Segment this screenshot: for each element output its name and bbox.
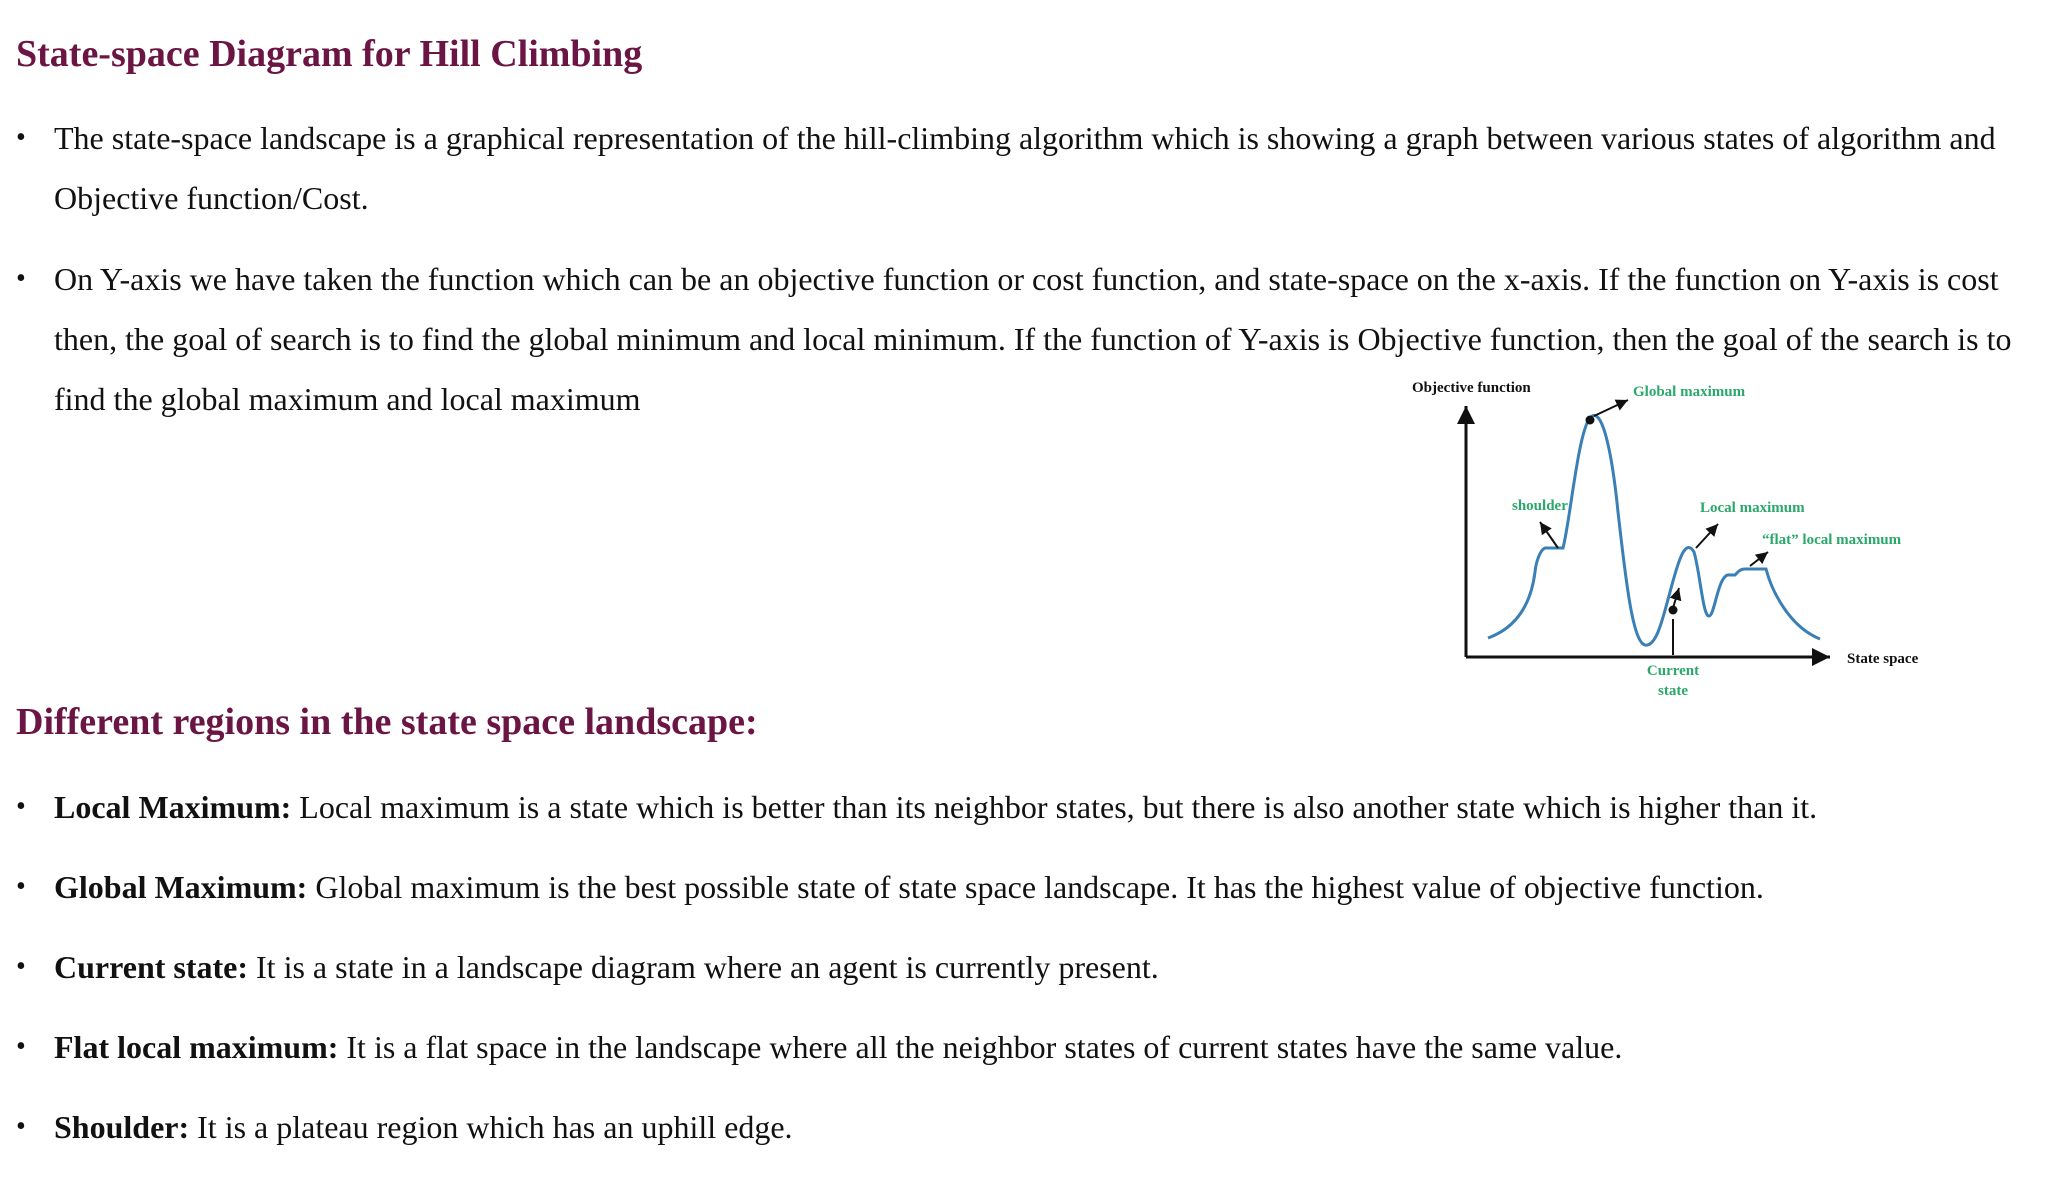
bullet-icon: •: [16, 951, 26, 982]
regions-heading: Different regions in the state space landscape:: [16, 701, 758, 743]
bullet-icon: •: [16, 791, 26, 822]
flat-local-max-label: “flat” local maximum: [1762, 532, 1902, 548]
page-title: State-space Diagram for Hill Climbing: [16, 33, 643, 75]
shoulder-arrow: [1540, 522, 1558, 548]
current-state-label-line1: Current: [1646, 663, 1700, 679]
intro-text: On Y-axis we have taken the function which can be an objective function or cost function, and state-space on the x-axis. If the function on Y-axis is cost then, the goal of search is to find the global minimum and local minimum. If the function of Y-axis is Objective function, then the goal of the search is to find the global maximum and local maximum: [54, 261, 2012, 417]
intro-text: The state-space landscape is a graphical representation of the hill-climbing algorithm which is showing a graph between various states of algorithm and Objective function/Cost.: [54, 120, 1996, 216]
state-space-diagram: [1400, 372, 1940, 702]
bullet-icon: •: [16, 122, 26, 153]
list-item: [16, 1017, 2016, 1077]
region-term: Flat local maximum:: [54, 1029, 339, 1065]
region-term: Global Maximum:: [54, 869, 308, 905]
bullet-icon: •: [16, 1031, 26, 1062]
list-item: [16, 1097, 2016, 1157]
region-term: Shoulder:: [54, 1109, 190, 1145]
region-desc: It is a flat space in the landscape where all the neighbor states of current states have the same value.: [338, 1029, 1623, 1065]
global-max-dot: [1586, 416, 1595, 425]
local-max-label: Local maximum: [1700, 500, 1805, 516]
flat-max-arrow: [1750, 552, 1768, 566]
regions-bullet-list: [16, 777, 2016, 1177]
region-desc: Local maximum is a state which is better than its neighbor states, but there is also another state which is higher than it.: [291, 789, 1818, 825]
list-item: [16, 777, 2016, 837]
local-max-arrow: [1696, 524, 1718, 548]
global-max-label: Global maximum: [1633, 384, 1746, 400]
region-term: Current state:: [54, 949, 249, 985]
list-item: [16, 108, 2036, 228]
bullet-icon: •: [16, 1111, 26, 1142]
shoulder-label: shoulder: [1512, 498, 1568, 514]
bullet-icon: •: [16, 263, 26, 294]
x-axis-label: State space: [1847, 651, 1919, 667]
region-desc: It is a plateau region which has an uphill edge.: [189, 1109, 793, 1145]
region-term: Local Maximum:: [54, 789, 292, 825]
y-axis-label: Objective function: [1412, 380, 1531, 396]
region-desc: It is a state in a landscape diagram where an agent is currently present.: [248, 949, 1159, 985]
list-item: [16, 857, 2016, 917]
region-desc: Global maximum is the best possible state of state space landscape. It has the highest value of objective function.: [307, 869, 1764, 905]
objective-curve: [1488, 416, 1820, 646]
global-max-arrow: [1594, 400, 1628, 416]
current-state-label-line2: state: [1658, 683, 1688, 699]
list-item: [16, 937, 2016, 997]
bullet-icon: •: [16, 871, 26, 902]
uphill-arrow: [1673, 588, 1679, 608]
